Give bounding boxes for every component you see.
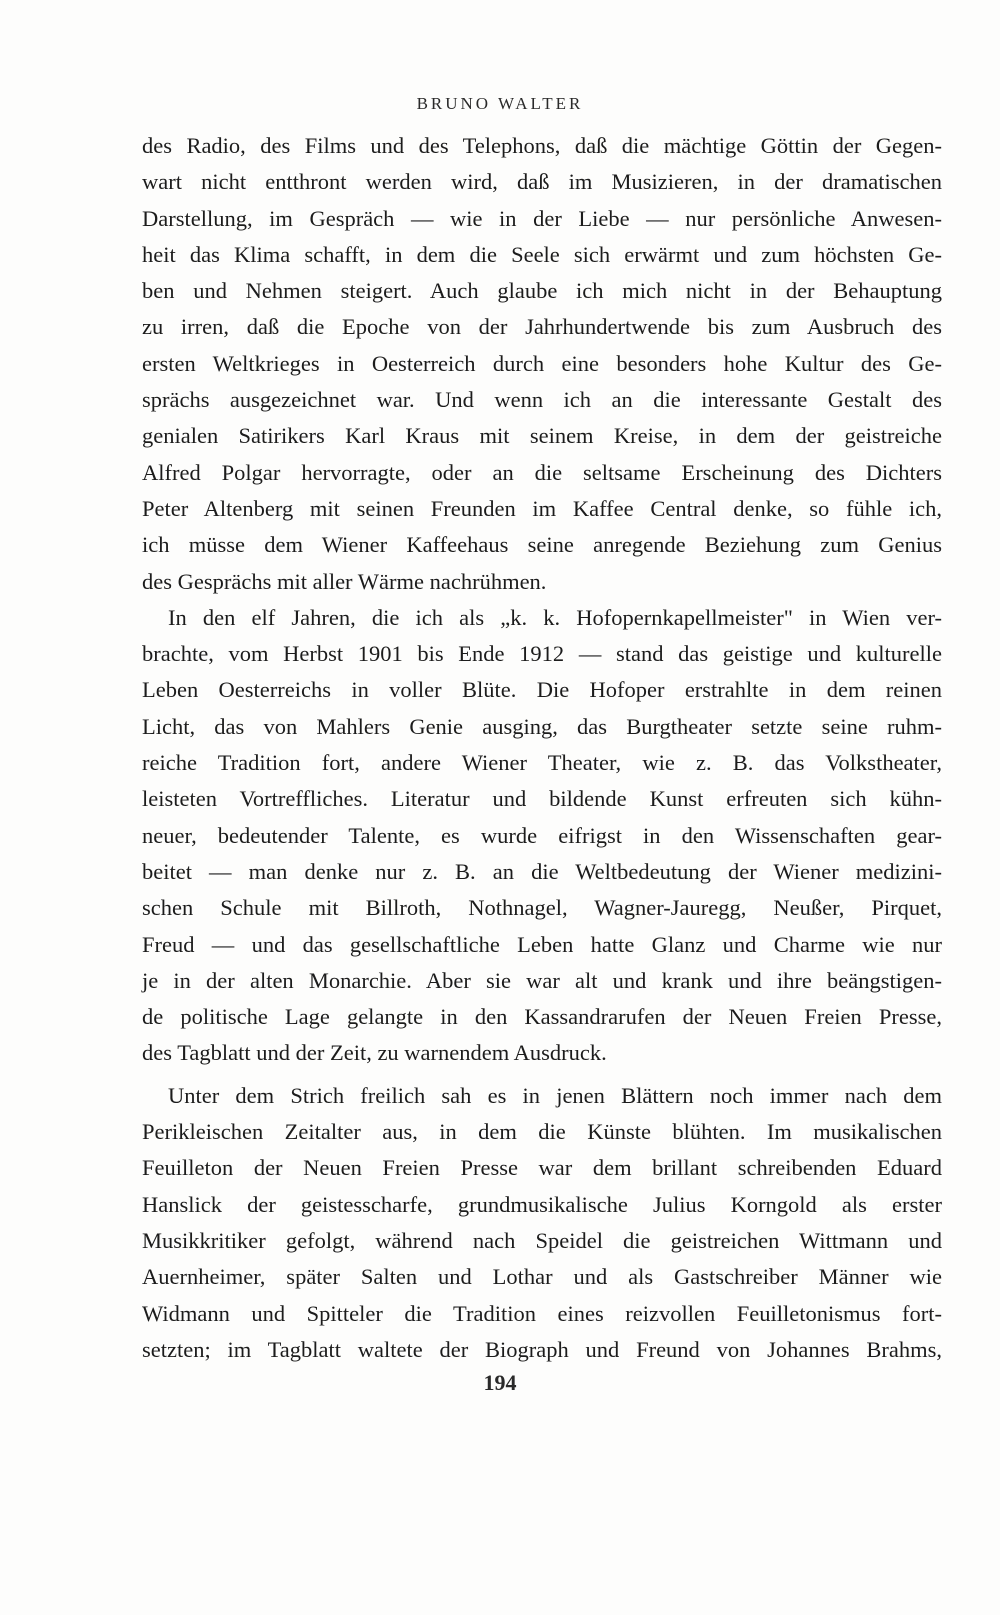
text-line: des Radio, des Films und des Telephons, daß die mächtige Göttin der Gegen-	[142, 133, 942, 158]
text-line: Freud — und das gesellschaftliche Leben hatte Glanz und Charme wie nur	[142, 931, 942, 957]
text-line: Feuilleton der Neuen Freien Presse war dem brillant schreibenden Eduard	[142, 1155, 942, 1181]
text-line: Alfred Polgar hervorragte, oder an die seltsame Erscheinung des Dichters	[142, 459, 942, 485]
text-line: des Tagblatt und der Zeit, zu warnendem Ausdruck.	[142, 1040, 607, 1066]
text-line: brachte, vom Herbst 1901 bis Ende 1912 — stand das geistige und kulturelle	[142, 641, 942, 667]
text-line: ersten Weltkrieges in Oesterreich durch eine besonders hohe Kultur des Ge-	[142, 350, 942, 376]
text-line: Perikleischen Zeitalter aus, in dem die Künste blühten. Im musikalischen	[142, 1119, 942, 1145]
text-line: je in der alten Monarchie. Aber sie war alt und krank und ihre beängstigen-	[142, 967, 942, 993]
text-line: reiche Tradition fort, andere Wiener Theater, wie z. B. das Volkstheater,	[142, 750, 942, 776]
text-line: Leben Oesterreichs in voller Blüte. Die Hofoper erstrahlte in dem reinen	[142, 677, 942, 703]
text-line: Musikkritiker gefolgt, während nach Speidel die geistreichen Wittmann und	[142, 1227, 942, 1253]
body-text	[142, 128, 942, 1368]
text-line: leisteten Vortreffliches. Literatur und bildende Kunst erfreuten sich kühn-	[142, 786, 942, 812]
text-line: Licht, das von Mahlers Genie ausging, das Burgtheater setzte seine ruhm-	[142, 713, 942, 739]
text-line: des Gesprächs mit aller Wärme nachrühmen.	[142, 568, 547, 594]
text-line: schen Schule mit Billroth, Nothnagel, Wagner-Jauregg, Neußer, Pirquet,	[142, 895, 942, 921]
text-line: Hanslick der geistesscharfe, grundmusikalische Julius Korngold als erster	[142, 1191, 942, 1217]
text-line: zu irren, daß die Epoche von der Jahrhundertwende bis zum Ausbruch des	[142, 314, 942, 340]
text-line: wart nicht entthront werden wird, daß im Musizieren, in der dramatischen	[142, 169, 942, 195]
paragraph-2	[142, 600, 942, 1072]
text-line: ich müsse dem Wiener Kaffeehaus seine anregende Beziehung zum Genius	[142, 532, 942, 558]
paragraph-1	[142, 128, 942, 600]
text-line: Auernheimer, später Salten und Lothar und als Gastschreiber Männer wie	[142, 1264, 942, 1290]
running-head: BRUNO WALTER	[416, 94, 584, 113]
text-line: ben und Nehmen steigert. Auch glaube ich mich nicht in der Behauptung	[142, 278, 942, 304]
text-line: genialen Satirikers Karl Kraus mit seinem Kreise, in dem der geistreiche	[142, 423, 942, 449]
text-line: beitet — man denke nur z. B. an die Weltbedeutung der Wiener medizini-	[142, 858, 942, 884]
text-line: Unter dem Strich freilich sah es in jenen Blättern noch immer nach dem	[168, 1082, 942, 1108]
page-number: 194	[483, 1370, 517, 1395]
text-line: Widmann und Spitteler die Tradition eines reizvollen Feuilletonismus fort-	[142, 1300, 942, 1326]
text-line: heit das Klima schafft, in dem die Seele sich erwärmt und zum höchsten Ge-	[142, 241, 942, 267]
paragraph-3	[142, 1078, 942, 1368]
text-line: Darstellung, im Gespräch — wie in der Liebe — nur persönliche Anwesen-	[142, 205, 942, 231]
text-line: In den elf Jahren, die ich als „k. k. Hofopernkapellmeister" in Wien ver-	[168, 604, 942, 630]
text-line: de politische Lage gelangte in den Kassandrarufen der Neuen Freien Presse,	[142, 1004, 942, 1030]
text-line: neuer, bedeutender Talente, es wurde eifrigst in den Wissenschaften gear-	[142, 822, 942, 848]
text-line: setzten; im Tagblatt waltete der Biograph und Freund von Johannes Brahms,	[142, 1336, 942, 1362]
text-line: Peter Altenberg mit seinen Freunden im Kaffee Central denke, so fühle ich,	[142, 495, 942, 521]
text-line: sprächs ausgezeichnet war. Und wenn ich an die interessante Gestalt des	[142, 387, 942, 413]
